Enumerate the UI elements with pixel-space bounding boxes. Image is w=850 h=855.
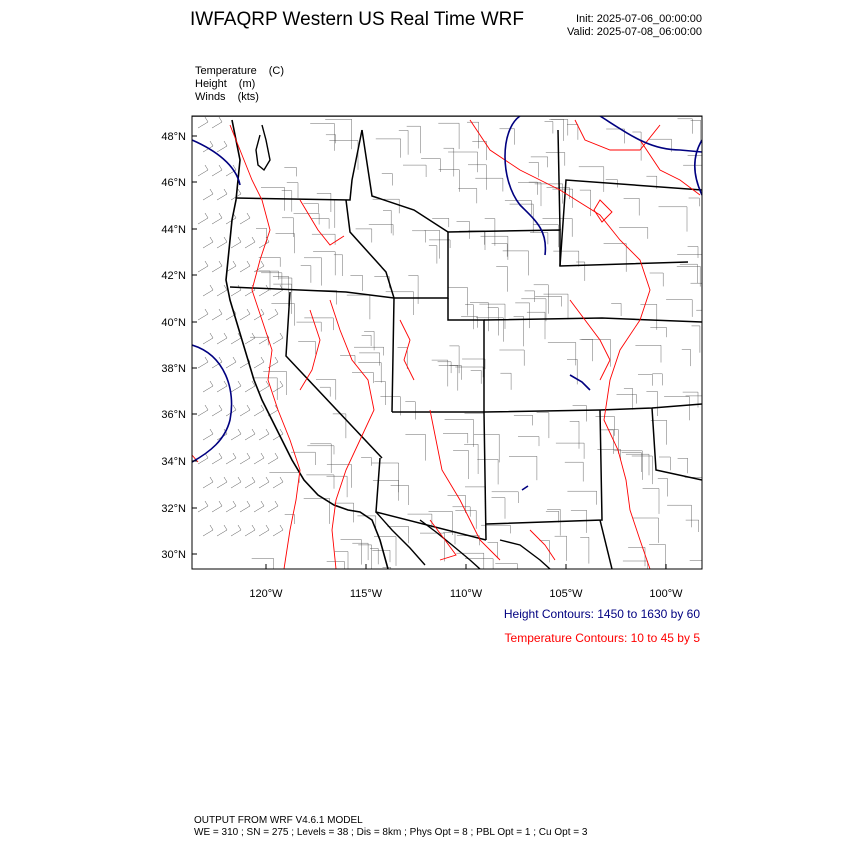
temperature-contour-legend: Temperature Contours: 10 to 45 by 5 [504, 631, 700, 645]
wind-barb [198, 117, 283, 536]
lat-tick-label: 44°N [161, 224, 186, 236]
lat-tick-label: 46°N [161, 177, 186, 189]
puget-sound [256, 125, 270, 170]
field-unit: (m) [238, 78, 256, 90]
height-contours [192, 116, 702, 490]
lon-tick-label: 105°W [549, 588, 583, 600]
lat-tick-label: 38°N [161, 363, 186, 375]
county-lines [250, 119, 725, 590]
field-unit: (C) [268, 65, 285, 77]
page-title: IWFAQRP Western US Real Time WRF [190, 9, 524, 30]
lon-tick-label: 100°W [649, 588, 683, 600]
coastline [226, 120, 388, 569]
valid-time: Valid: 2025-07-08_06:00:00 [567, 26, 702, 38]
field-unit: (kts) [237, 91, 259, 103]
field-temperature [195, 65, 284, 77]
lat-tick-label: 34°N [161, 456, 186, 468]
lat-tick-label: 42°N [161, 270, 186, 282]
lat-tick-label: 40°N [161, 317, 186, 329]
wind-barbs [198, 117, 283, 536]
lon-tick-label: 115°W [349, 588, 383, 600]
gulf-coast [376, 512, 550, 569]
lat-tick-label: 30°N [161, 549, 186, 561]
field-height [195, 78, 255, 90]
init-time: Init: 2025-07-06_00:00:00 [576, 13, 702, 25]
field-name: Winds [195, 91, 226, 103]
lat-tick-label: 32°N [161, 503, 186, 515]
field-name: Height [195, 78, 227, 90]
lon-tick-label: 120°W [249, 588, 283, 600]
model-config: WE = 310 ; SN = 275 ; Levels = 38 ; Dis = 8km ; Phys Opt = 8 ; PBL Opt = 1 ; Cu Opt = 3 [194, 827, 588, 838]
lon-tick-label: 110°W [449, 588, 483, 600]
lat-tick-label: 48°N [161, 131, 186, 143]
lat-tick-label: 36°N [161, 409, 186, 421]
model-info: OUTPUT FROM WRF V4.6.1 MODEL [194, 815, 363, 826]
height-contour-legend: Height Contours: 1450 to 1630 by 60 [503, 607, 700, 621]
county-boundaries [250, 119, 725, 590]
field-winds [195, 91, 259, 103]
field-name: Temperature [195, 65, 257, 77]
